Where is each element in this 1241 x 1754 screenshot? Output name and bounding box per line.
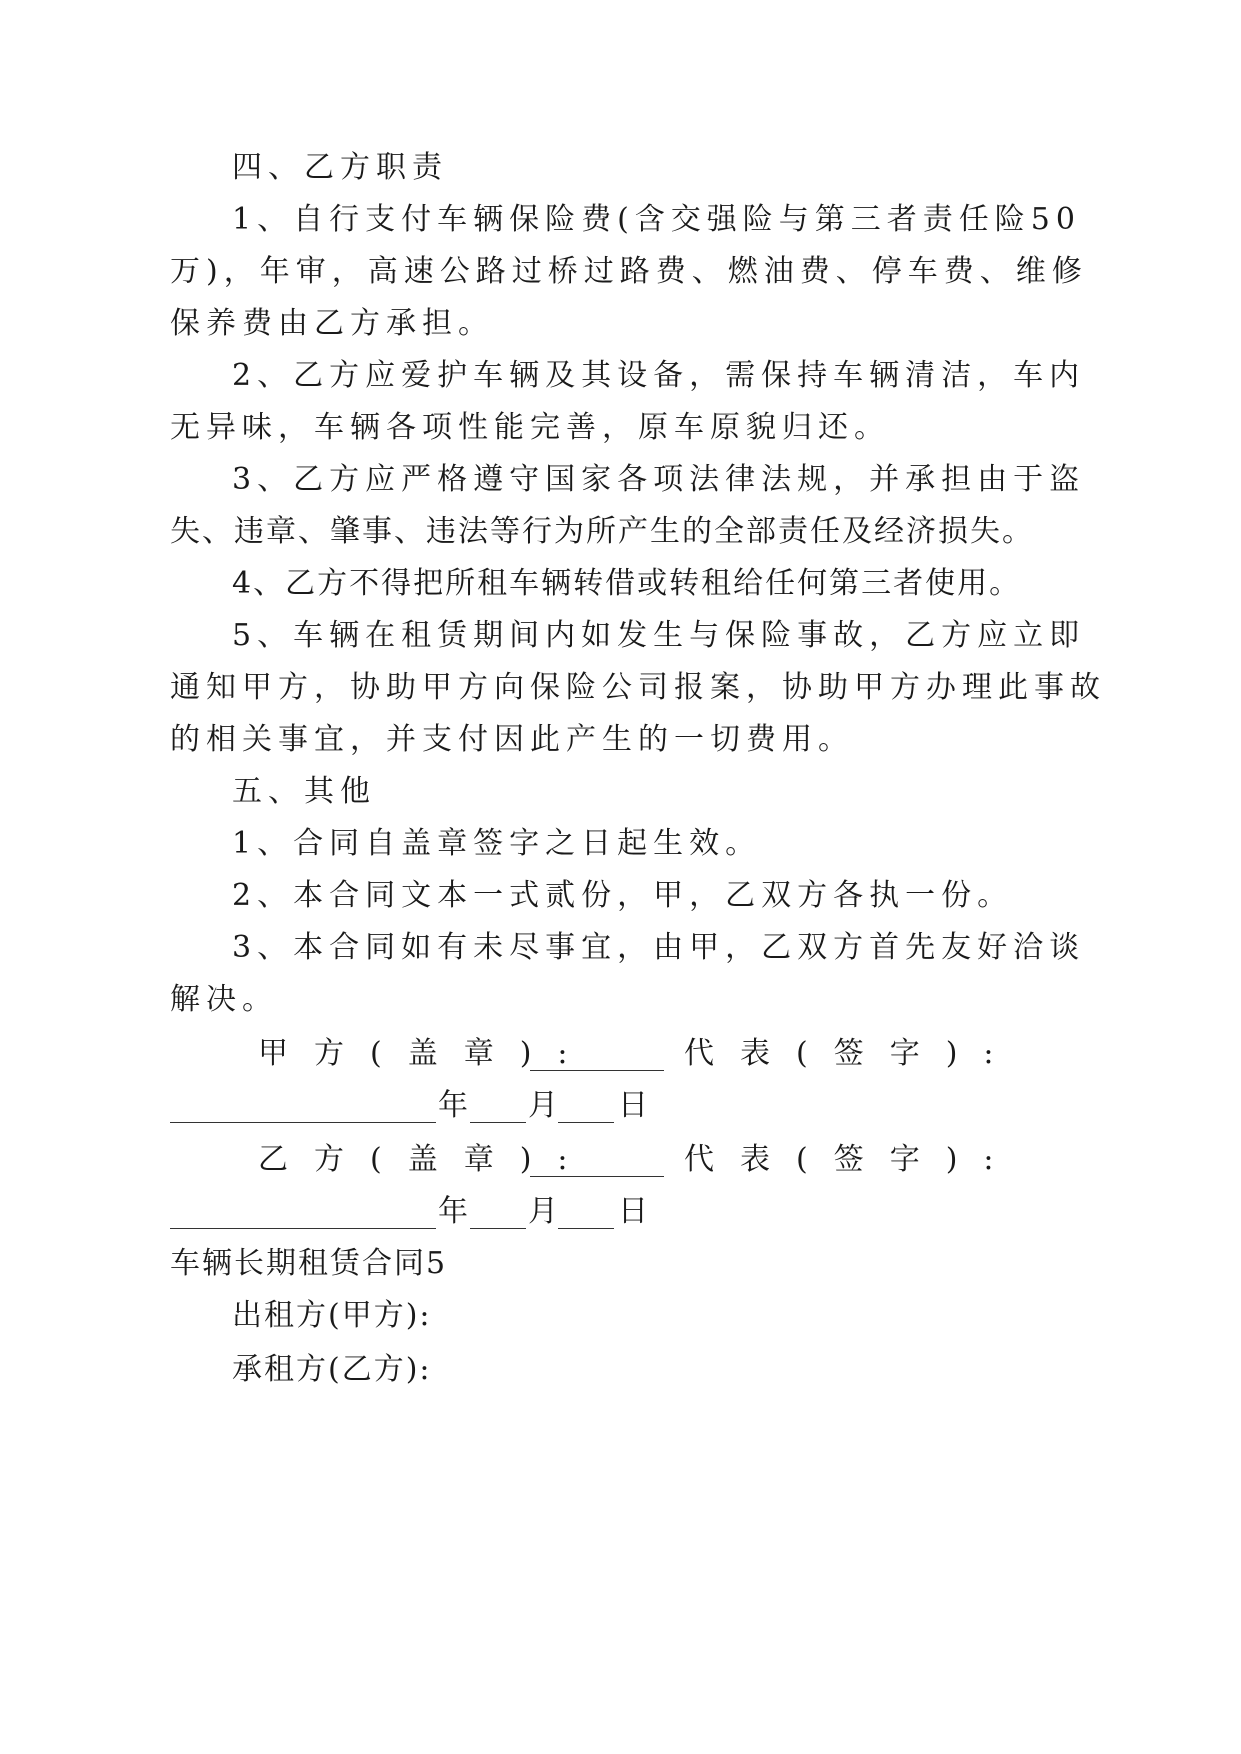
s4-item5-line1: 5、车辆在租赁期间内如发生与保险事故，乙方应立即 (232, 618, 1086, 653)
s5-item3-line1: 3、本合同如有未尽事宜，由甲，乙双方首先友好洽谈 (232, 930, 1086, 965)
s5-item1: 1、合同自盖章签字之日起生效。 (232, 826, 762, 861)
party-a-date-year: 年 (438, 1088, 474, 1123)
s4-item1-line1: 1、自行支付车辆保险费(含交强险与第三者责任险50 (232, 202, 1081, 237)
s4-item5-line2: 通知甲方，协助甲方向保险公司报案，协助甲方办理此事故 (170, 670, 1106, 705)
party-b-rep-blank[interactable] (170, 1198, 436, 1229)
party-b-seal-label: 乙方(盖章): (258, 1142, 594, 1177)
s4-item2-line1: 2、乙方应爱护车辆及其设备，需保持车辆清洁，车内 (232, 358, 1086, 393)
s4-item3-line1: 3、乙方应严格遵守国家各项法律法规，并承担由于盗 (232, 462, 1086, 497)
party-b-date-year: 年 (438, 1194, 474, 1229)
section-5-heading: 五、其他 (232, 774, 376, 809)
party-a-date-month: 月 (528, 1088, 564, 1123)
party-a-seal-label: 甲方(盖章): (258, 1036, 594, 1071)
party-b-date-day: 日 (618, 1194, 654, 1229)
s4-item3-line2: 失、违章、肇事、违法等行为所产生的全部责任及经济损失。 (170, 514, 1034, 549)
s4-item1-line3: 保养费由乙方承担。 (170, 306, 494, 341)
party-b-day-blank[interactable] (558, 1198, 614, 1229)
party-a-rep-blank[interactable] (170, 1092, 436, 1123)
party-b-seal-blank[interactable] (530, 1146, 664, 1177)
party-a-date-day: 日 (618, 1088, 654, 1123)
s4-item2-line2: 无异味，车辆各项性能完善，原车原貌归还。 (170, 410, 890, 445)
s4-item1-line2: 万)，年审，高速公路过桥过路费、燃油费、停车费、维修 (170, 254, 1088, 289)
party-a-seal-blank[interactable] (530, 1040, 664, 1071)
next-contract-title: 车辆长期租赁合同5 (170, 1246, 448, 1281)
s5-item3-line2: 解决。 (170, 982, 278, 1017)
s4-item4: 4、乙方不得把所租车辆转借或转租给任何第三者使用。 (232, 566, 1022, 601)
party-b-month-blank[interactable] (470, 1198, 526, 1229)
section-4-heading: 四、乙方职责 (232, 150, 448, 185)
party-b-rep-label: 代表(签字): (684, 1142, 1020, 1177)
lessee-label: 承租方(乙方): (232, 1352, 432, 1387)
party-a-day-blank[interactable] (558, 1092, 614, 1123)
s4-item5-line3: 的相关事宜，并支付因此产生的一切费用。 (170, 722, 854, 757)
s5-item2: 2、本合同文本一式贰份，甲，乙双方各执一份。 (232, 878, 1014, 913)
party-b-date-month: 月 (528, 1194, 564, 1229)
party-a-rep-label: 代表(签字): (684, 1036, 1020, 1071)
party-a-month-blank[interactable] (470, 1092, 526, 1123)
lessor-label: 出租方(甲方): (232, 1298, 432, 1333)
